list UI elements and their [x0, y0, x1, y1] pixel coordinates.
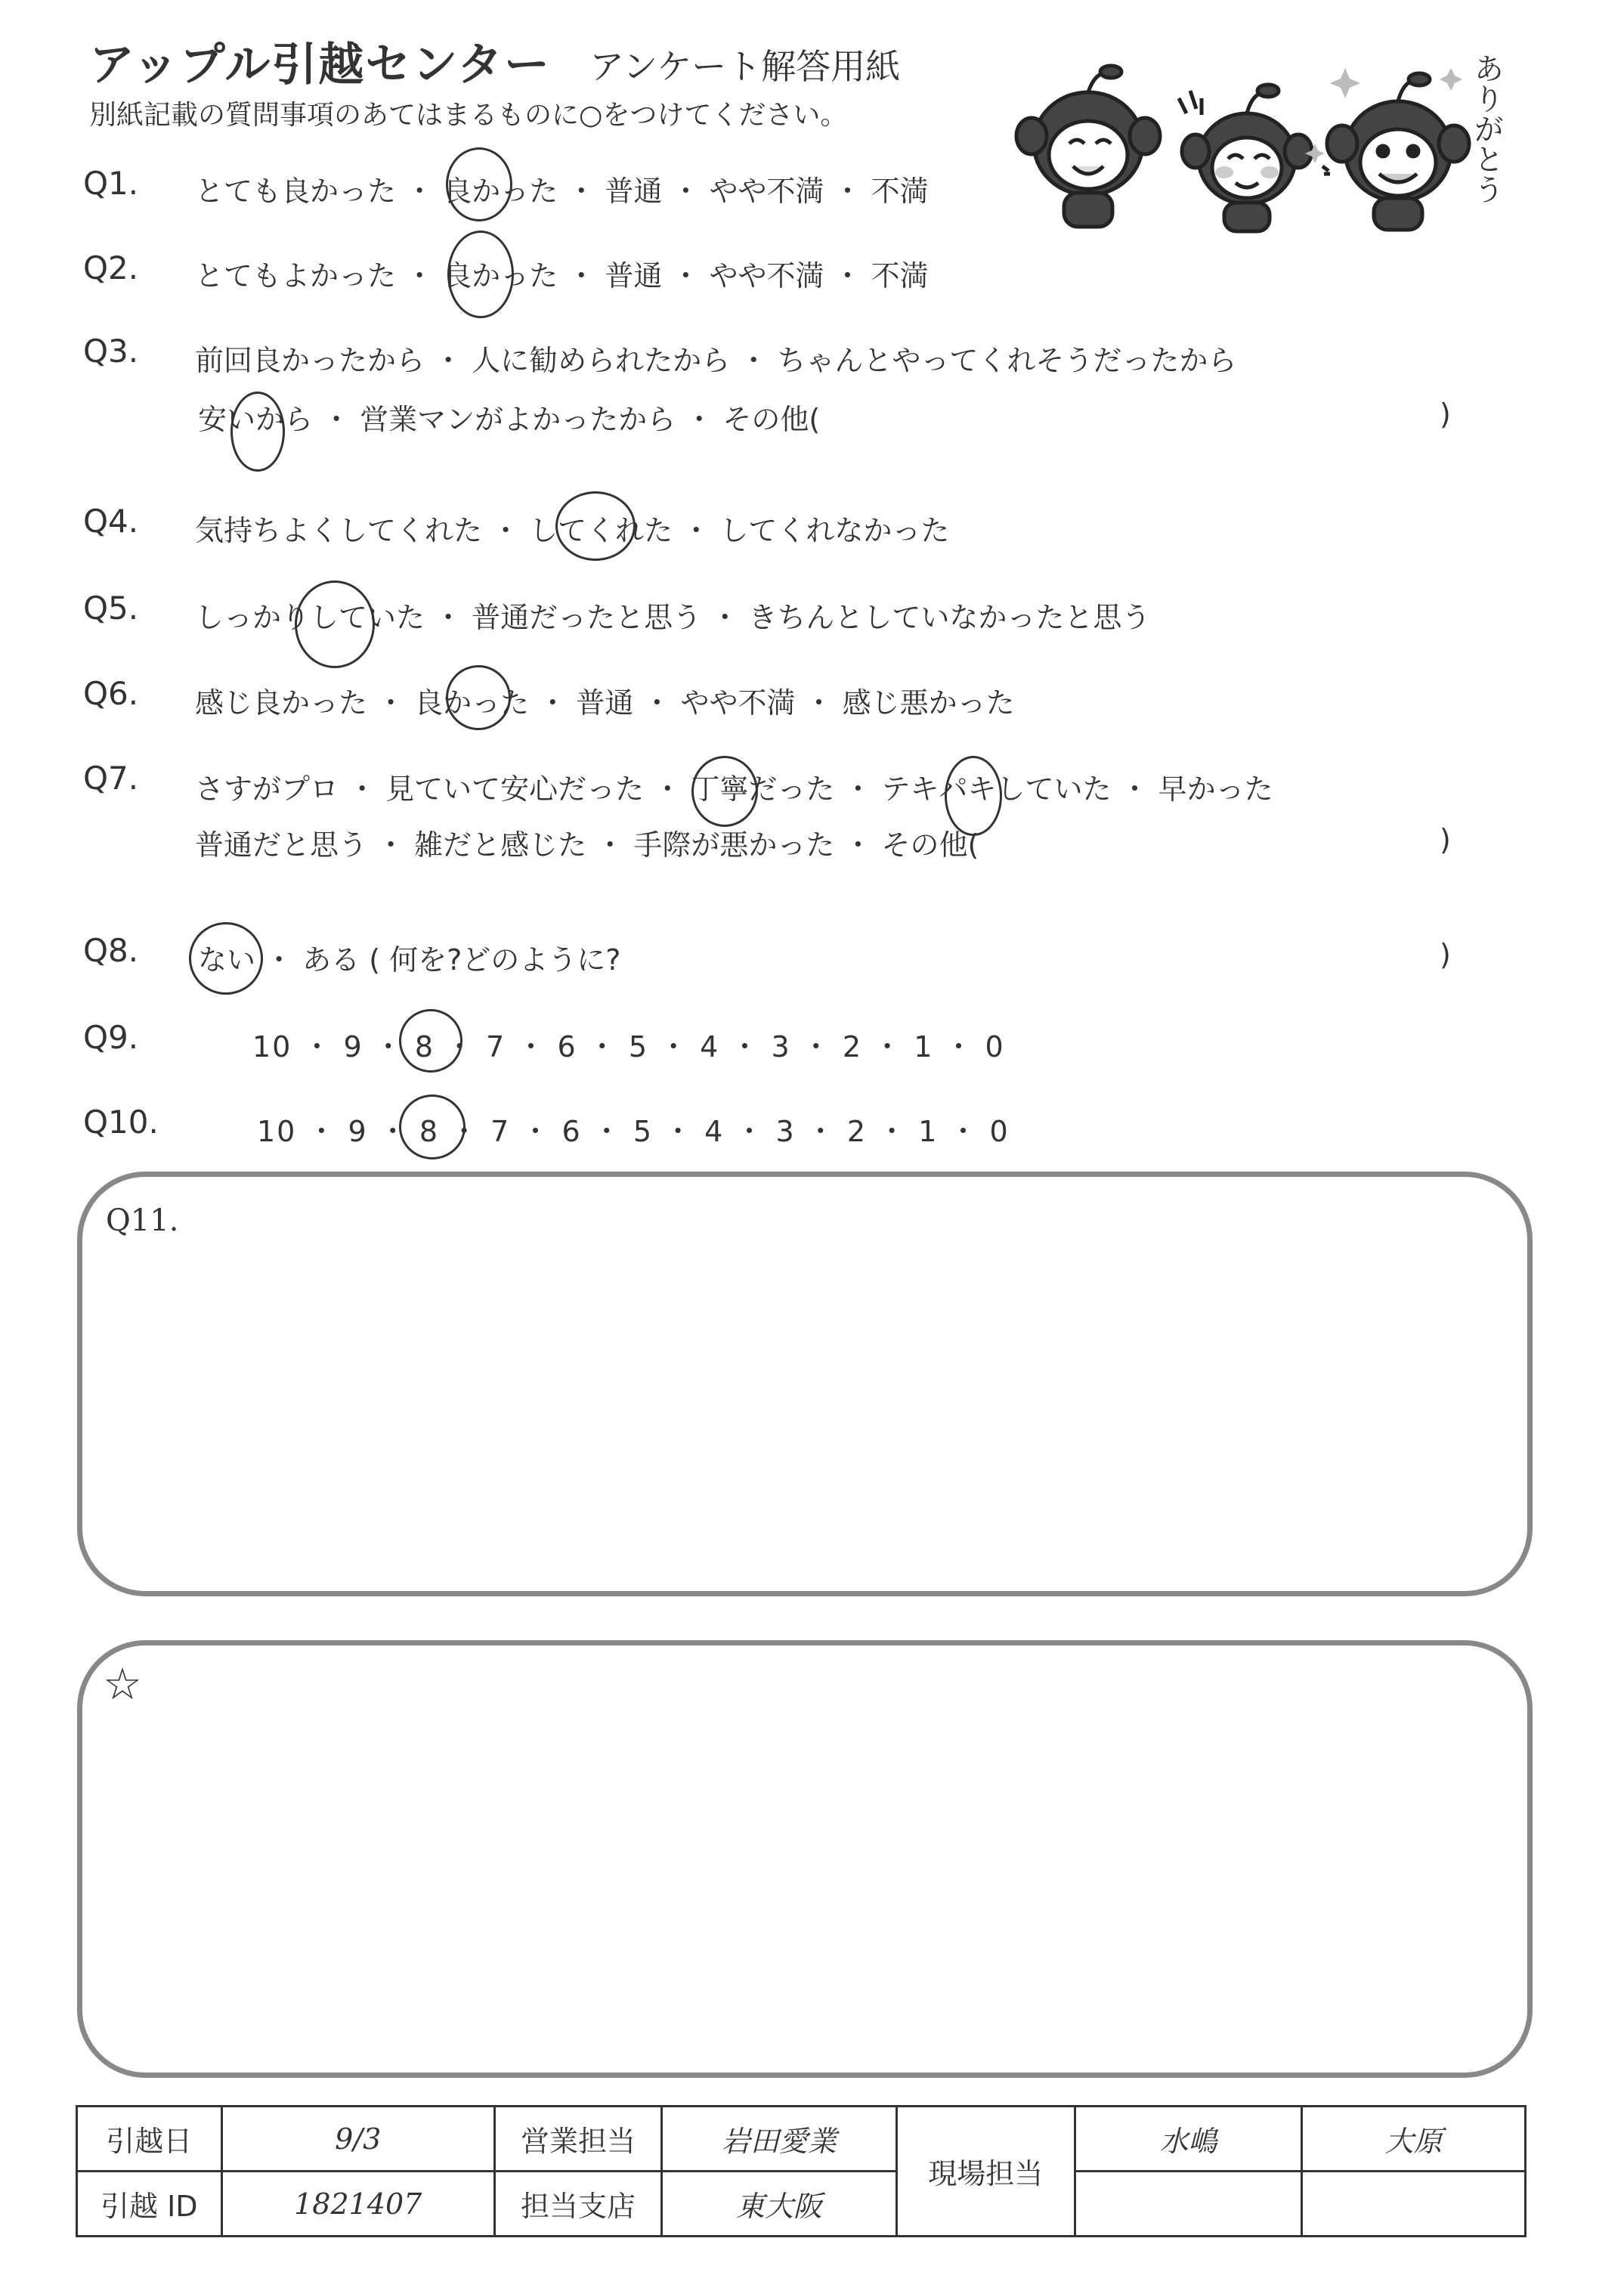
- q5-label: Q5.: [83, 590, 139, 627]
- move-id-label: 引越 ID: [77, 2172, 222, 2237]
- q2-options[interactable]: とてもよかった ・ 良かった ・ 普通 ・ やや不満 ・ 不満: [195, 259, 929, 293]
- q4-answer-circle: [555, 491, 636, 561]
- q5-options[interactable]: しっかりしていた ・ 普通だったと思う ・ きちんとしていなかったと思う: [195, 601, 1151, 634]
- q11-comment-box[interactable]: [77, 1172, 1533, 1596]
- q7-options-line2[interactable]: 普通だと思う ・ 雑だと感じた ・ 手際が悪かった ・ その他(: [195, 828, 979, 862]
- q7-answer-circle-1: [691, 756, 758, 827]
- q11-label: Q11.: [106, 1203, 179, 1238]
- q3-options-line2[interactable]: 安いから ・ 営業マンがよかったから ・ その他(: [198, 403, 821, 436]
- star-label: ☆: [103, 1658, 142, 1710]
- move-date-label: 引越日: [77, 2107, 222, 2172]
- site-staff-empty-2[interactable]: [1302, 2172, 1526, 2237]
- q7-options-line1[interactable]: さすがプロ ・ 見ていて安心だった ・ 丁寧だった ・ テキパキしていた ・ 早かった: [195, 772, 1273, 806]
- q1-label: Q1.: [83, 165, 139, 202]
- q6-options[interactable]: 感じ良かった ・ 良かった ・ 普通 ・ やや不満 ・ 感じ悪かった: [195, 686, 1015, 720]
- q7-answer-circle-2: [945, 756, 1002, 836]
- q2-label: Q2.: [83, 249, 139, 286]
- q7-label: Q7.: [83, 760, 139, 797]
- q1-options[interactable]: とても良かった ・ 良かった ・ 普通 ・ やや不満 ・ 不満: [195, 175, 929, 208]
- branch-label: 担当支店: [494, 2172, 661, 2237]
- mascot-thanks-text: ありがとう: [1469, 53, 1504, 204]
- site-staff-value-1[interactable]: 水嶋: [1075, 2107, 1302, 2172]
- mascot-illustration: [998, 38, 1511, 234]
- instruction-text: 別紙記載の質問事項のあてはまるものに○をつけてください。: [89, 100, 848, 131]
- q8-options[interactable]: ない ・ ある ( 何を?どのように?: [198, 943, 621, 977]
- q9-answer-circle: [399, 1009, 462, 1073]
- q9-label: Q9.: [83, 1019, 139, 1056]
- q8-answer-circle: [189, 922, 263, 995]
- q7-close-paren: ): [1440, 823, 1451, 856]
- q10-answer-circle: [399, 1094, 466, 1159]
- site-staff-label: 現場担当: [896, 2107, 1075, 2237]
- q1-answer-circle: [446, 147, 512, 221]
- move-info-table: [76, 2105, 1527, 2237]
- q6-answer-circle: [446, 665, 511, 730]
- q3-options-line1[interactable]: 前回良かったから ・ 人に勧められたから ・ ちゃんとやってくれそうだったから: [195, 344, 1237, 377]
- monkey-mascots-icon: [998, 38, 1511, 234]
- move-date-value[interactable]: 9/3: [221, 2107, 494, 2172]
- q10-scale[interactable]: 10 ・ 9 ・ 8 ・ 7 ・ 6 ・ 5 ・ 4 ・ 3 ・ 2 ・ 1 ・ 0: [257, 1115, 1010, 1148]
- branch-value[interactable]: 東大阪: [662, 2172, 896, 2237]
- star-comment-box[interactable]: [77, 1640, 1533, 2078]
- sales-rep-value[interactable]: 岩田愛業: [662, 2107, 896, 2172]
- move-id-value[interactable]: 1821407: [221, 2172, 494, 2237]
- form-subtitle: アンケート解答用紙: [589, 46, 901, 87]
- q5-answer-circle: [295, 580, 375, 668]
- form-title: アップル引越センター: [89, 39, 551, 91]
- q2-answer-circle: [447, 231, 514, 318]
- q8-label: Q8.: [83, 932, 139, 969]
- q10-label: Q10.: [83, 1104, 159, 1141]
- q3-label: Q3.: [83, 333, 139, 370]
- q9-scale[interactable]: 10 ・ 9 ・ 8 ・ 7 ・ 6 ・ 5 ・ 4 ・ 3 ・ 2 ・ 1 ・ 0: [252, 1030, 1005, 1063]
- site-staff-empty-1[interactable]: [1075, 2172, 1302, 2237]
- sales-rep-label: 営業担当: [494, 2107, 661, 2172]
- q4-label: Q4.: [83, 503, 139, 540]
- q4-options[interactable]: 気持ちよくしてくれた ・ してくれた ・ してくれなかった: [195, 514, 950, 547]
- q3-close-paren: ): [1440, 398, 1451, 431]
- site-staff-value-2[interactable]: 大原: [1302, 2107, 1526, 2172]
- q8-close-paren: ): [1440, 938, 1451, 971]
- q3-answer-circle: [230, 392, 285, 472]
- q6-label: Q6.: [83, 675, 139, 712]
